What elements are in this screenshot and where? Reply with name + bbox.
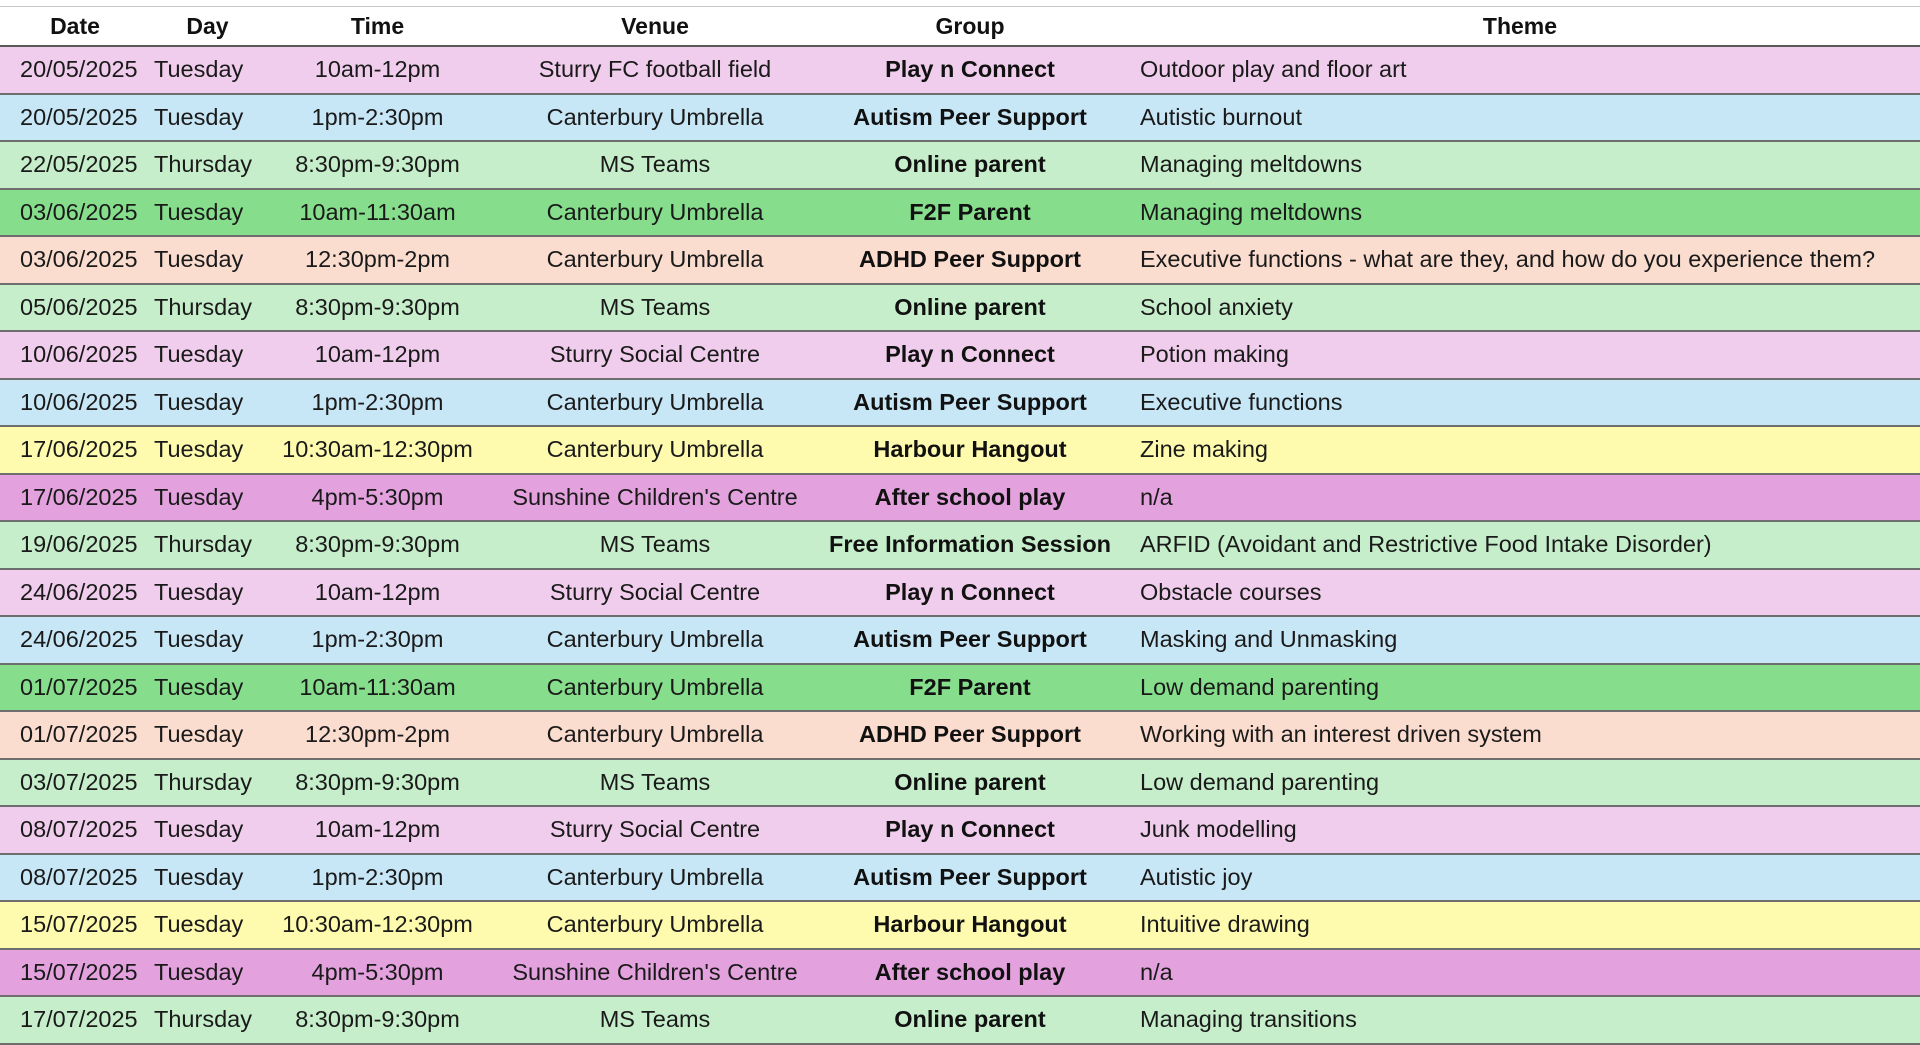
cell-date[interactable]: 15/07/2025 [0, 949, 150, 997]
cell-theme[interactable]: Working with an interest driven system [1120, 711, 1920, 759]
cell-date[interactable]: 24/06/2025 [0, 616, 150, 664]
cell-group[interactable]: Harbour Hangout [820, 426, 1120, 474]
cell-date[interactable]: 20/05/2025 [0, 46, 150, 94]
cell-day[interactable]: Thursday [150, 521, 265, 569]
cell-venue[interactable]: Canterbury Umbrella [490, 236, 820, 284]
cell-venue[interactable]: MS Teams [490, 141, 820, 189]
cell-date[interactable]: 05/06/2025 [0, 284, 150, 332]
table-row[interactable] [0, 521, 1920, 569]
cell-day[interactable]: Tuesday [150, 189, 265, 237]
cell-venue[interactable]: Canterbury Umbrella [490, 664, 820, 712]
cell-theme[interactable]: Managing transitions [1120, 996, 1920, 1044]
cell-date[interactable]: 08/07/2025 [0, 854, 150, 902]
cell-date[interactable]: 22/05/2025 [0, 141, 150, 189]
cell-time[interactable]: 10am-12pm [265, 806, 490, 854]
cell-group[interactable]: Play n Connect [820, 46, 1120, 94]
cell-date[interactable]: 15/07/2025 [0, 901, 150, 949]
cell-time[interactable]: 10am-11:30am [265, 664, 490, 712]
cell-day[interactable]: Tuesday [150, 854, 265, 902]
cell-theme[interactable]: Obstacle courses [1120, 569, 1920, 617]
table-row[interactable] [0, 284, 1920, 332]
cell-theme[interactable]: Potion making [1120, 331, 1920, 379]
cell-group[interactable]: Online parent [820, 141, 1120, 189]
table-row[interactable] [0, 236, 1920, 284]
table-row[interactable] [0, 331, 1920, 379]
table-row[interactable] [0, 949, 1920, 997]
column-header-group: Group [820, 7, 1120, 46]
table-row[interactable] [0, 664, 1920, 712]
cell-date[interactable]: 10/06/2025 [0, 379, 150, 427]
cell-group[interactable]: F2F Parent [820, 189, 1120, 237]
cell-theme[interactable]: Managing meltdowns [1120, 189, 1920, 237]
cell-group[interactable]: Play n Connect [820, 569, 1120, 617]
cell-group[interactable]: Online parent [820, 759, 1120, 807]
cell-venue[interactable]: MS Teams [490, 759, 820, 807]
cell-time[interactable]: 1pm-2:30pm [265, 94, 490, 142]
cell-venue[interactable]: Canterbury Umbrella [490, 854, 820, 902]
cell-theme[interactable]: Autistic burnout [1120, 94, 1920, 142]
table-row[interactable] [0, 854, 1920, 902]
cell-venue[interactable]: Sturry Social Centre [490, 569, 820, 617]
table-row[interactable] [0, 46, 1920, 94]
cell-venue[interactable]: MS Teams [490, 521, 820, 569]
cell-date[interactable]: 08/07/2025 [0, 806, 150, 854]
cell-theme[interactable]: Executive functions [1120, 379, 1920, 427]
cell-date[interactable]: 10/06/2025 [0, 331, 150, 379]
column-header-time: Time [265, 7, 490, 46]
cell-theme[interactable]: Autistic joy [1120, 854, 1920, 902]
table-header [0, 7, 1920, 46]
column-header-day: Day [150, 7, 265, 46]
table-row[interactable] [0, 379, 1920, 427]
cell-day[interactable]: Tuesday [150, 616, 265, 664]
cell-theme[interactable]: Executive functions - what are they, and how do you experience them? [1120, 236, 1920, 284]
cell-theme[interactable]: n/a [1120, 949, 1920, 997]
cell-theme[interactable]: Low demand parenting [1120, 759, 1920, 807]
cell-group[interactable]: After school play [820, 474, 1120, 522]
cell-theme[interactable]: n/a [1120, 474, 1920, 522]
cell-venue[interactable]: Sunshine Children's Centre [490, 474, 820, 522]
cell-group[interactable]: Harbour Hangout [820, 901, 1120, 949]
table-row[interactable] [0, 759, 1920, 807]
cell-time[interactable]: 8:30pm-9:30pm [265, 141, 490, 189]
cell-time[interactable]: 8:30pm-9:30pm [265, 996, 490, 1044]
cell-venue[interactable]: Canterbury Umbrella [490, 616, 820, 664]
cell-venue[interactable]: Canterbury Umbrella [490, 711, 820, 759]
cell-day[interactable]: Tuesday [150, 94, 265, 142]
cell-theme[interactable]: School anxiety [1120, 284, 1920, 332]
cell-day[interactable]: Thursday [150, 284, 265, 332]
cell-time[interactable]: 8:30pm-9:30pm [265, 759, 490, 807]
cell-group[interactable]: Online parent [820, 996, 1120, 1044]
cell-day[interactable]: Tuesday [150, 331, 265, 379]
table-row[interactable] [0, 996, 1920, 1044]
table-row[interactable] [0, 806, 1920, 854]
cell-day[interactable]: Tuesday [150, 236, 265, 284]
cell-day[interactable]: Tuesday [150, 949, 265, 997]
cell-group[interactable]: Autism Peer Support [820, 94, 1120, 142]
table-row[interactable] [0, 569, 1920, 617]
cell-time[interactable]: 10am-12pm [265, 46, 490, 94]
cell-group[interactable]: Play n Connect [820, 806, 1120, 854]
schedule-sheet [0, 6, 1920, 1041]
cell-date[interactable]: 17/07/2025 [0, 996, 150, 1044]
cell-group[interactable]: After school play [820, 949, 1120, 997]
cell-day[interactable]: Tuesday [150, 379, 265, 427]
cell-time[interactable]: 12:30pm-2pm [265, 711, 490, 759]
cell-time[interactable]: 10am-12pm [265, 331, 490, 379]
cell-group[interactable]: F2F Parent [820, 664, 1120, 712]
cell-day[interactable]: Tuesday [150, 46, 265, 94]
cell-day[interactable]: Tuesday [150, 664, 265, 712]
cell-theme[interactable]: Junk modelling [1120, 806, 1920, 854]
cell-venue[interactable]: MS Teams [490, 996, 820, 1044]
cell-date[interactable]: 01/07/2025 [0, 711, 150, 759]
table-row[interactable] [0, 426, 1920, 474]
cell-date[interactable]: 03/06/2025 [0, 236, 150, 284]
cell-day[interactable]: Thursday [150, 141, 265, 189]
cell-venue[interactable]: Sturry Social Centre [490, 331, 820, 379]
cell-time[interactable]: 8:30pm-9:30pm [265, 284, 490, 332]
cell-venue[interactable]: Sturry Social Centre [490, 806, 820, 854]
cell-group[interactable]: Free Information Session [820, 521, 1120, 569]
cell-time[interactable]: 4pm-5:30pm [265, 949, 490, 997]
cell-time[interactable]: 10am-12pm [265, 569, 490, 617]
table-row[interactable] [0, 901, 1920, 949]
cell-venue[interactable]: Canterbury Umbrella [490, 426, 820, 474]
cell-theme[interactable]: Zine making [1120, 426, 1920, 474]
cell-date[interactable]: 20/05/2025 [0, 94, 150, 142]
table-body [0, 46, 1920, 1044]
cell-date[interactable]: 17/06/2025 [0, 474, 150, 522]
cell-venue[interactable]: Canterbury Umbrella [490, 94, 820, 142]
cell-group[interactable]: Autism Peer Support [820, 379, 1120, 427]
cell-day[interactable]: Tuesday [150, 901, 265, 949]
cell-group[interactable]: Autism Peer Support [820, 854, 1120, 902]
table-row[interactable] [0, 711, 1920, 759]
cell-group[interactable]: Autism Peer Support [820, 616, 1120, 664]
table-row[interactable] [0, 141, 1920, 189]
cell-day[interactable]: Tuesday [150, 806, 265, 854]
cell-theme[interactable]: Managing meltdowns [1120, 141, 1920, 189]
cell-date[interactable]: 19/06/2025 [0, 521, 150, 569]
cell-date[interactable]: 17/06/2025 [0, 426, 150, 474]
cell-venue[interactable]: MS Teams [490, 284, 820, 332]
cell-time[interactable]: 4pm-5:30pm [265, 474, 490, 522]
cell-venue[interactable]: Canterbury Umbrella [490, 189, 820, 237]
cell-group[interactable]: ADHD Peer Support [820, 711, 1120, 759]
cell-theme[interactable]: Masking and Unmasking [1120, 616, 1920, 664]
column-header-theme: Theme [1120, 7, 1920, 46]
cell-time[interactable]: 1pm-2:30pm [265, 616, 490, 664]
cell-group[interactable]: Online parent [820, 284, 1120, 332]
column-header-venue: Venue [490, 7, 820, 46]
header-row [0, 7, 1920, 46]
cell-theme[interactable]: Low demand parenting [1120, 664, 1920, 712]
cell-day[interactable]: Thursday [150, 759, 265, 807]
cell-theme[interactable]: ARFID (Avoidant and Restrictive Food Intake Disorder) [1120, 521, 1920, 569]
table-row[interactable] [0, 189, 1920, 237]
cell-theme[interactable]: Outdoor play and floor art [1120, 46, 1920, 94]
cell-time[interactable]: 8:30pm-9:30pm [265, 521, 490, 569]
cell-time[interactable]: 10am-11:30am [265, 189, 490, 237]
cell-time[interactable]: 10:30am-12:30pm [265, 426, 490, 474]
cell-venue[interactable]: Sturry FC football field [490, 46, 820, 94]
cell-day[interactable]: Tuesday [150, 426, 265, 474]
cell-time[interactable]: 12:30pm-2pm [265, 236, 490, 284]
cell-date[interactable]: 01/07/2025 [0, 664, 150, 712]
cell-group[interactable]: Play n Connect [820, 331, 1120, 379]
cell-day[interactable]: Tuesday [150, 474, 265, 522]
cell-day[interactable]: Thursday [150, 996, 265, 1044]
cell-time[interactable]: 1pm-2:30pm [265, 854, 490, 902]
cell-date[interactable]: 03/06/2025 [0, 189, 150, 237]
schedule-table [0, 7, 1920, 1045]
cell-time[interactable]: 1pm-2:30pm [265, 379, 490, 427]
table-row[interactable] [0, 474, 1920, 522]
table-row[interactable] [0, 94, 1920, 142]
cell-time[interactable]: 10:30am-12:30pm [265, 901, 490, 949]
table-row[interactable] [0, 616, 1920, 664]
column-header-date: Date [0, 7, 150, 46]
cell-date[interactable]: 24/06/2025 [0, 569, 150, 617]
cell-venue[interactable]: Sunshine Children's Centre [490, 949, 820, 997]
cell-date[interactable]: 03/07/2025 [0, 759, 150, 807]
cell-venue[interactable]: Canterbury Umbrella [490, 379, 820, 427]
cell-venue[interactable]: Canterbury Umbrella [490, 901, 820, 949]
cell-theme[interactable]: Intuitive drawing [1120, 901, 1920, 949]
cell-day[interactable]: Tuesday [150, 569, 265, 617]
cell-day[interactable]: Tuesday [150, 711, 265, 759]
cell-group[interactable]: ADHD Peer Support [820, 236, 1120, 284]
